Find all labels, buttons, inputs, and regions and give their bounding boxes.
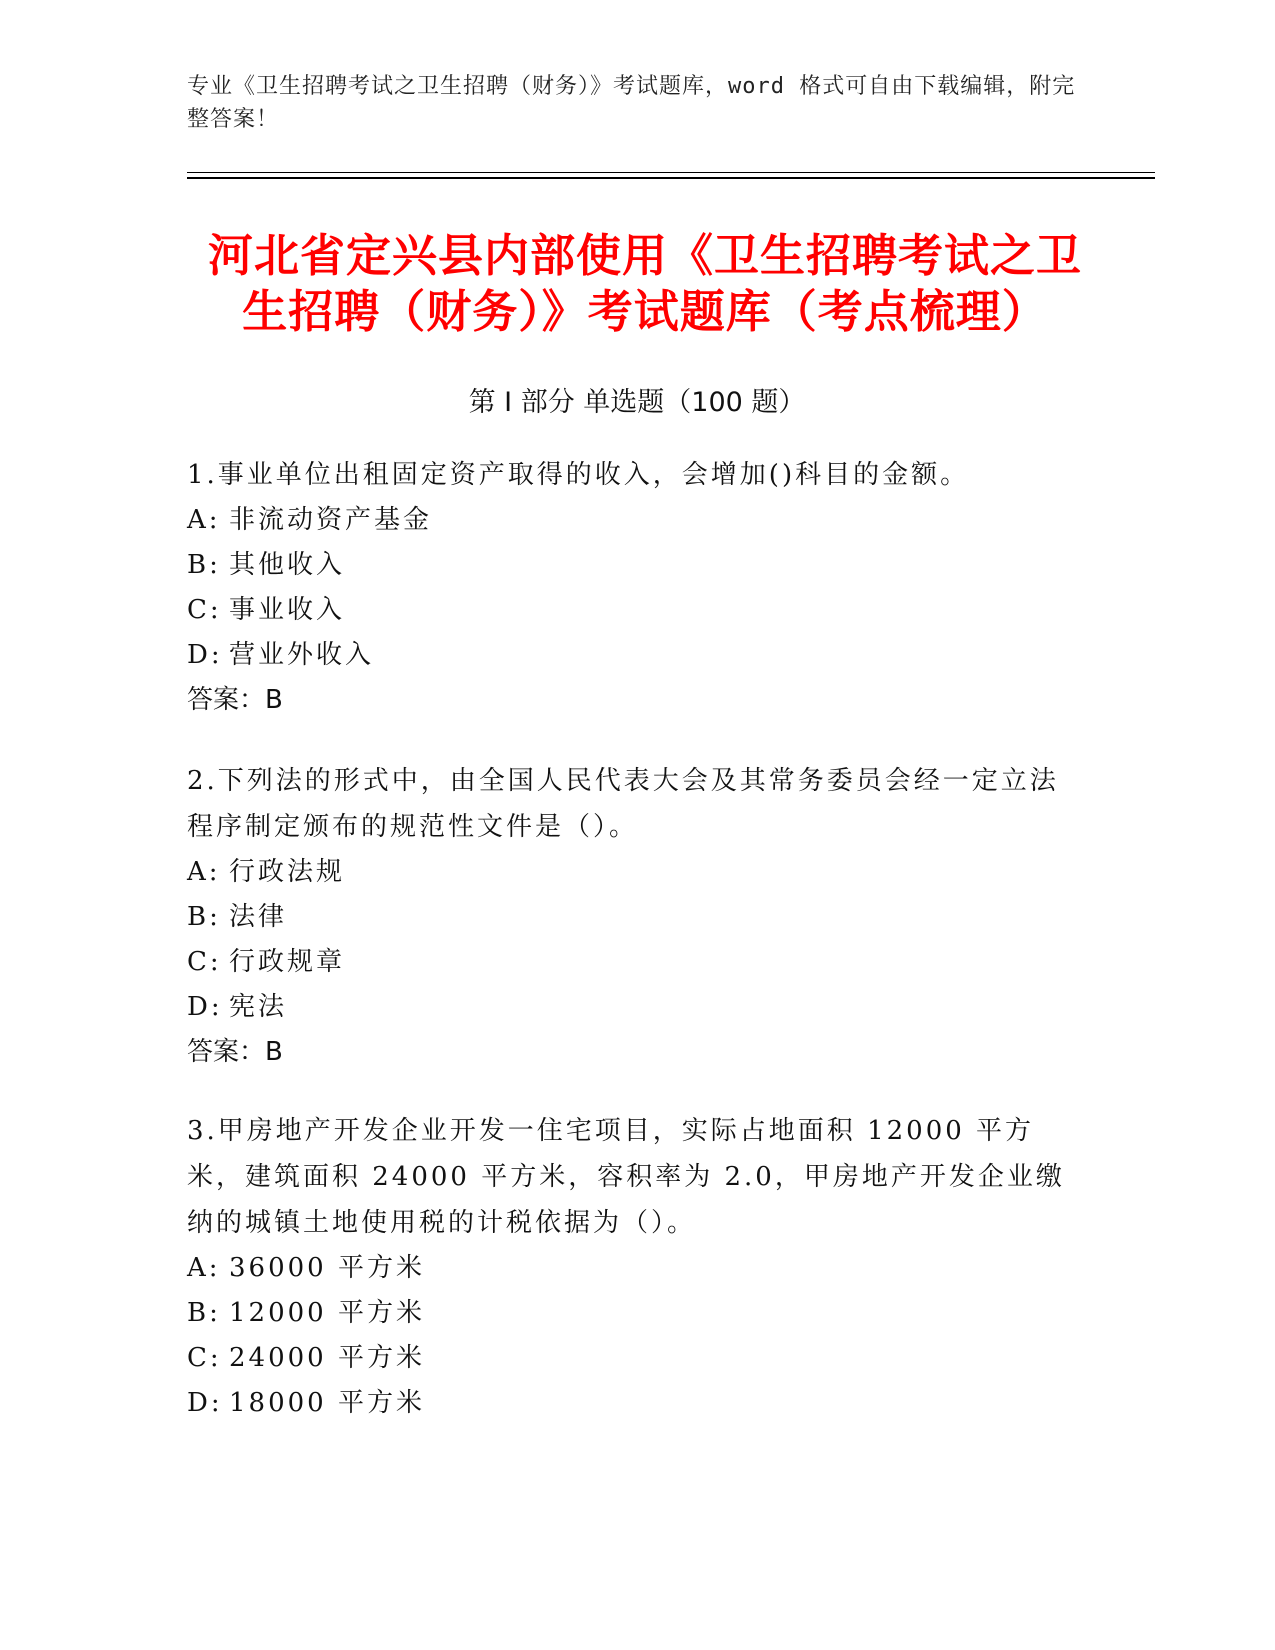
option-text: 行政法规 (229, 857, 346, 887)
option-letter: A: (187, 505, 221, 535)
option-text: 营业外收入 (229, 640, 375, 670)
question-1 (187, 452, 1087, 723)
option-letter: A: (187, 1253, 221, 1283)
option-b (187, 1291, 1087, 1336)
option-c (187, 588, 1087, 633)
option-a (187, 1246, 1087, 1291)
option-text: 非流动资产基金 (229, 505, 433, 535)
question-stem: 1.事业单位出租固定资产取得的收入，会增加()科目的金额。 (187, 460, 970, 490)
option-letter: D: (187, 640, 223, 670)
option-text: 法律 (229, 902, 288, 932)
option-letter: B: (187, 902, 221, 932)
option-text: 36000 平方米 (229, 1253, 425, 1283)
question-stem: 2.下列法的形式中，由全国人民代表大会及其常务委员会经一定立法程序制定颁布的规范性文件是（）。 (187, 766, 1059, 842)
header-note: 专业《卫生招聘考试之卫生招聘（财务）》考试题库，word 格式可自由下载编辑，附完整答案！ (187, 74, 1076, 132)
option-text: 事业收入 (229, 595, 346, 625)
option-letter: B: (187, 1298, 221, 1328)
option-letter: D: (187, 1388, 223, 1418)
question-stem: 3.甲房地产开发企业开发一住宅项目，实际占地面积 12000 平方米，建筑面积 24000 平方米，容积率为 2.0，甲房地产开发企业缴纳的城镇土地使用税的计税依据为（）。 (187, 1116, 1065, 1238)
option-text: 其他收入 (229, 550, 346, 580)
option-letter: D: (187, 992, 223, 1022)
answer: 答案：B (187, 1037, 283, 1067)
option-text: 行政规章 (229, 947, 346, 977)
option-c (187, 1336, 1087, 1381)
question-2 (187, 758, 1087, 1075)
option-letter: B: (187, 550, 221, 580)
header-divider-thick (187, 177, 1155, 179)
header-divider-thin (187, 172, 1155, 173)
option-text: 12000 平方米 (229, 1298, 425, 1328)
document-title-line-1: 河北省定兴县内部使用《卫生招聘考试之卫 (207, 229, 1082, 282)
option-letter: C: (187, 947, 222, 977)
document-title-line-2: 生招聘（财务）》考试题库（考点梳理） (242, 285, 1048, 338)
option-text: 24000 平方米 (229, 1343, 425, 1373)
answer: 答案：B (187, 685, 283, 715)
option-a (187, 498, 1087, 543)
question-3 (187, 1108, 1087, 1426)
option-b (187, 543, 1087, 588)
option-b (187, 895, 1087, 940)
option-d (187, 985, 1087, 1030)
option-letter: C: (187, 595, 222, 625)
option-letter: A: (187, 857, 221, 887)
option-text: 宪法 (229, 992, 288, 1022)
section-heading: 第 I 部分 单选题（100 题） (468, 387, 806, 418)
document-title (195, 228, 1095, 340)
option-d (187, 633, 1087, 678)
option-c (187, 940, 1087, 985)
option-a (187, 850, 1087, 895)
option-letter: C: (187, 1343, 222, 1373)
option-d (187, 1381, 1087, 1426)
option-text: 18000 平方米 (229, 1388, 425, 1418)
